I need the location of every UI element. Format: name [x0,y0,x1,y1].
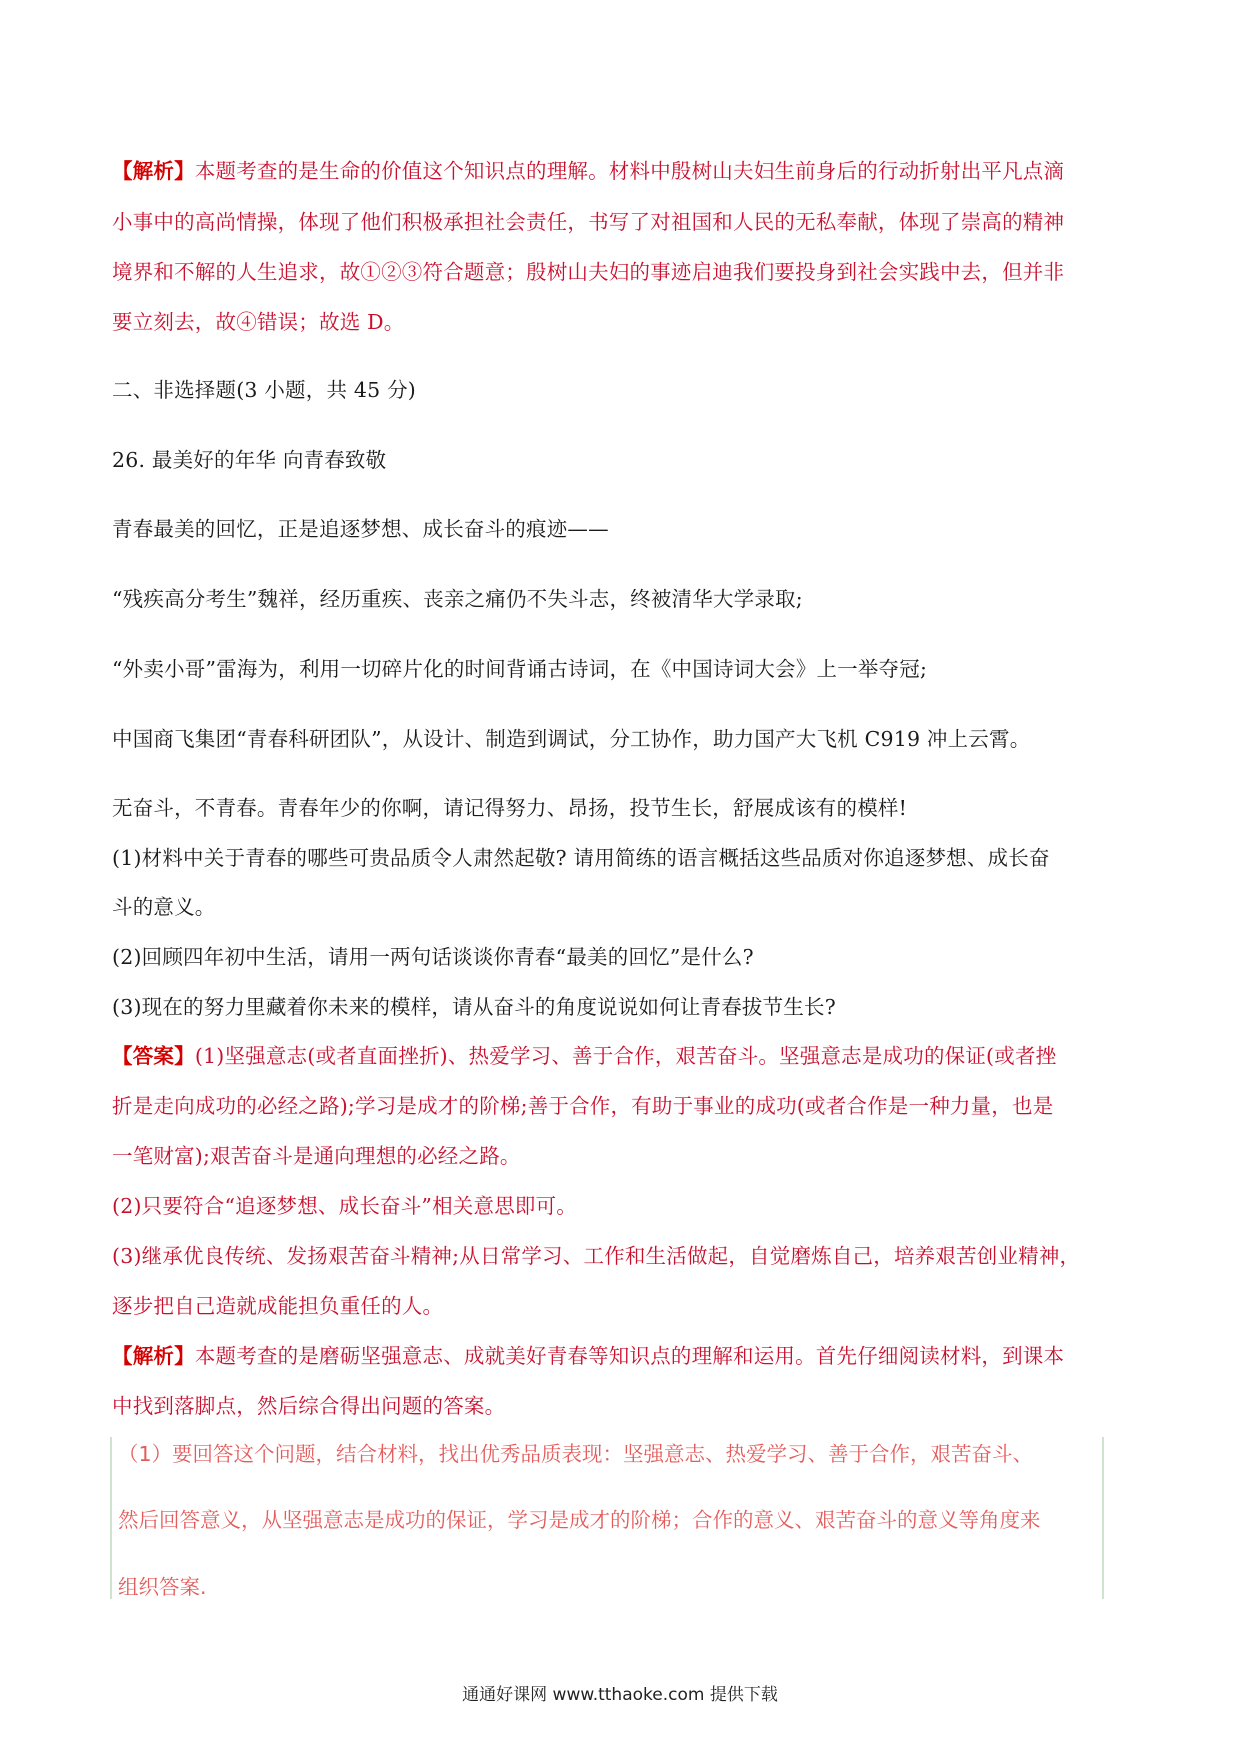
sub-question-2: (2)回顾四年初中生活，请用一两句话谈谈你青春“最美的回忆”是什么? [112,945,754,969]
material-line-4: 中国商飞集团“青春科研团队”，从设计、制造到调试，分工协作，助力国产大飞机 C919 冲上云霄。 [112,727,1031,751]
answer-line-5: (3)继承优良传统、发扬艰苦奋斗精神;从日常学习、工作和生活做起，自觉磨炼自己，培养艰苦创业精神， [112,1244,1081,1268]
question-title: 26. 最美好的年华 向青春致敬 [112,448,387,472]
answer-text: (1)坚强意志(或者直面挫折)、热爱学习、善于合作，艰苦奋斗。坚强意志是成功的保证(或者挫 [194,1044,1057,1068]
section-heading: 二、非选择题(3 小题，共 45 分) [112,378,416,402]
answer-line-3: 一笔财富);艰苦奋斗是通向理想的必经之路。 [112,1144,521,1168]
sub-question-1-cont: 斗的意义。 [112,895,216,919]
boxed-note [110,1437,1104,1599]
material-line-5: 无奋斗，不青春。青春年少的你啊，请记得努力、昂扬，投节生长，舒展成该有的模样! [112,796,908,820]
analysis2-text: 本题考查的是磨砺坚强意志、成就美好青春等知识点的理解和运用。首先仔细阅读材料，到课本 [194,1344,1065,1368]
answer-line-2: 折是走向成功的必经之路);学习是成才的阶梯;善于合作，有助于事业的成功(或者合作是一种力量，也是 [112,1094,1054,1118]
analysis2-label: 【解析】 [112,1344,195,1368]
material-line-2: “残疾高分考生”魏祥，经历重疾、丧亲之痛仍不失斗志，终被清华大学录取; [112,587,803,611]
answer-line-4: (2)只要符合“追逐梦想、成长奋斗”相关意思即可。 [112,1194,577,1218]
answer-line-6: 逐步把自己造就成能担负重任的人。 [112,1294,444,1318]
answer-line-1 [112,1046,1056,1067]
answer-label: 【答案】 [112,1044,195,1068]
analysis2-line-1 [112,1346,1064,1367]
analysis-line-2: 小事中的高尚情操，体现了他们积极承担社会责任，书写了对祖国和人民的无私奉献，体现了崇高的精神 [112,210,1065,234]
analysis-line-4: 要立刻去，故④错误；故选 D。 [112,310,405,334]
analysis-line-1 [112,161,1064,182]
analysis-label: 【解析】 [112,159,195,183]
boxed-note-line-1: （1）要回答这个问题，结合材料，找出优秀品质表现：坚强意志、热爱学习、善于合作，艰苦奋斗、 [118,1442,1034,1466]
analysis-line-3: 境界和不解的人生追求，故①②③符合题意；殷树山夫妇的事迹启迪我们要投身到社会实践中去，但并非 [112,260,1065,284]
boxed-note-line-2: 然后回答意义，从坚强意志是成功的保证，学习是成才的阶梯；合作的意义、艰苦奋斗的意义等角度来 [118,1508,1041,1532]
analysis2-line-2: 中找到落脚点，然后综合得出问题的答案。 [112,1394,506,1418]
page-footer: 通通好课网 www.tthaoke.com 提供下载 [462,1685,778,1705]
sub-question-1: (1)材料中关于青春的哪些可贵品质令人肃然起敬? 请用简练的语言概括这些品质对你追逐梦想、成长奋 [112,846,1050,870]
material-line-1: 青春最美的回忆，正是追逐梦想、成长奋斗的痕迹—— [112,517,609,541]
material-line-3: “外卖小哥”雷海为，利用一切碎片化的时间背诵古诗词，在《中国诗词大会》上一举夺冠; [112,657,928,681]
sub-question-3: (3)现在的努力里藏着你未来的模样，请从奋斗的角度说说如何让青春拔节生长? [112,995,836,1019]
boxed-note-line-3: 组织答案. [118,1575,207,1599]
analysis-text: 本题考查的是生命的价值这个知识点的理解。材料中殷树山夫妇生前身后的行动折射出平凡点滴 [194,159,1065,183]
